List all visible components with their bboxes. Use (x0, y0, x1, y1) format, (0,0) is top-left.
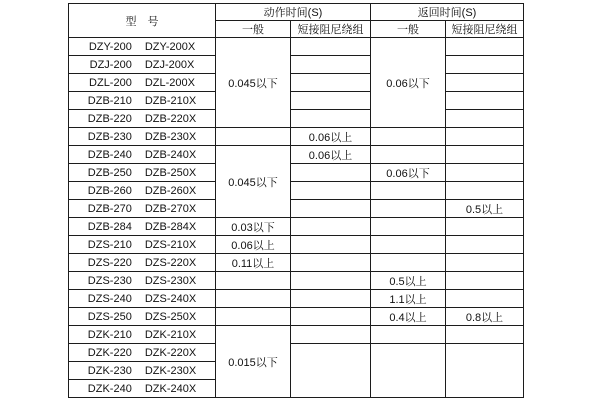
table-row (69, 290, 524, 308)
model-cell (69, 164, 216, 182)
model-cell (69, 344, 216, 362)
empty-cell (446, 146, 524, 164)
model-name-x: DZS-230X (144, 274, 197, 287)
value-cell: 0.06以上 (291, 128, 371, 146)
model-cell (69, 326, 216, 344)
model-cell (69, 218, 216, 236)
model-name-x: DZK-220X (144, 346, 197, 359)
empty-cell (291, 218, 371, 236)
value-cell: 0.4以上 (371, 308, 446, 326)
value-cell: 0.11以上 (216, 254, 291, 272)
empty-cell (446, 38, 524, 56)
table-row (69, 236, 524, 254)
model-name: DZS-250 (87, 310, 132, 323)
model-cell (69, 290, 216, 308)
model-name: DZB-250 (87, 166, 132, 179)
empty-cell (446, 254, 524, 272)
empty-cell (291, 254, 371, 272)
value-cell: 0.5以上 (371, 272, 446, 290)
empty-cell (291, 326, 371, 344)
model-cell (69, 182, 216, 200)
value-cell: 0.045以下 (216, 146, 291, 218)
table-row (69, 146, 524, 164)
empty-cell (291, 182, 371, 200)
empty-cell (371, 254, 446, 272)
model-cell (69, 74, 216, 92)
empty-cell (371, 128, 446, 146)
model-name: DZK-220 (87, 346, 132, 359)
model-cell (69, 272, 216, 290)
empty-cell (446, 74, 524, 92)
model-name-x: DZY-200X (144, 40, 196, 53)
model-name: DZS-220 (87, 256, 132, 269)
value-cell: 0.015以下 (216, 326, 291, 398)
model-name: DZS-210 (87, 238, 132, 251)
table-row (69, 200, 524, 218)
empty-cell (446, 182, 524, 200)
header-return-damping: 短接阻尼绕组 (446, 21, 524, 38)
value-cell: 0.8以上 (446, 308, 524, 326)
empty-cell (291, 92, 371, 110)
empty-cell (446, 110, 524, 128)
empty-cell (371, 146, 446, 164)
empty-cell (291, 110, 371, 128)
model-name: DZK-230 (87, 364, 132, 377)
model-name: DZK-240 (87, 382, 132, 395)
model-name-x: DZB-230X (144, 130, 197, 143)
model-name-x: DZL-200X (144, 76, 195, 89)
empty-cell (216, 128, 291, 146)
model-name: DZB-270 (87, 202, 132, 215)
table-row (69, 38, 524, 56)
model-name: DZB-210 (87, 94, 132, 107)
empty-cell (446, 164, 524, 182)
empty-cell (291, 272, 371, 290)
model-name: DZS-240 (87, 292, 132, 305)
empty-cell (371, 236, 446, 254)
model-name: DZY-200 (88, 40, 132, 53)
model-cell (69, 128, 216, 146)
model-name: DZS-230 (87, 274, 132, 287)
model-name-x: DZS-210X (144, 238, 197, 251)
header-action-time: 动作时间(S) (216, 4, 371, 21)
model-name-x: DZB-240X (144, 148, 197, 161)
empty-cell (291, 236, 371, 254)
model-name-x: DZB-260X (144, 184, 197, 197)
value-cell: 0.045以下 (216, 38, 291, 128)
model-cell (69, 146, 216, 164)
value-cell: 0.5以上 (446, 200, 524, 218)
empty-cell (291, 164, 371, 182)
empty-cell (446, 344, 524, 398)
value-cell: 0.06以下 (371, 38, 446, 128)
model-name: DZL-200 (89, 76, 132, 89)
model-name: DZB-240 (87, 148, 132, 161)
model-name-x: DZB-220X (144, 112, 197, 125)
empty-cell (291, 344, 371, 398)
model-cell (69, 38, 216, 56)
empty-cell (446, 128, 524, 146)
model-cell (69, 236, 216, 254)
model-name: DZJ-200 (89, 58, 132, 71)
model-name-x: DZB-284X (144, 220, 197, 233)
empty-cell (216, 308, 291, 326)
header-action-general: 一般 (216, 21, 291, 38)
table-row (69, 326, 524, 344)
empty-cell (291, 74, 371, 92)
model-cell (69, 200, 216, 218)
empty-cell (216, 272, 291, 290)
empty-cell (446, 326, 524, 344)
empty-cell (446, 236, 524, 254)
header-model: 型 号 (69, 4, 216, 38)
spec-table (68, 3, 524, 398)
model-cell (69, 92, 216, 110)
table-row (69, 344, 524, 362)
empty-cell (446, 92, 524, 110)
model-name-x: DZS-220X (144, 256, 197, 269)
table-row (69, 92, 524, 110)
empty-cell (446, 218, 524, 236)
empty-cell (371, 200, 446, 218)
empty-cell (291, 290, 371, 308)
model-cell (69, 362, 216, 380)
table-row (69, 254, 524, 272)
header-return-general: 一般 (371, 21, 446, 38)
empty-cell (446, 56, 524, 74)
empty-cell (371, 344, 446, 398)
empty-cell (446, 290, 524, 308)
value-cell: 0.06以上 (291, 146, 371, 164)
model-name-x: DZJ-200X (144, 58, 195, 71)
model-cell (69, 308, 216, 326)
value-cell: 0.06以上 (216, 236, 291, 254)
empty-cell (371, 326, 446, 344)
model-cell (69, 380, 216, 398)
table-row (69, 218, 524, 236)
table-row (69, 56, 524, 74)
table-row (69, 164, 524, 182)
value-cell: 0.06以下 (371, 164, 446, 182)
value-cell: 0.03以下 (216, 218, 291, 236)
model-name-x: DZK-230X (144, 364, 197, 377)
model-name-x: DZB-270X (144, 202, 197, 215)
empty-cell (291, 308, 371, 326)
table-row (69, 128, 524, 146)
empty-cell (371, 182, 446, 200)
model-cell (69, 110, 216, 128)
model-name-x: DZS-240X (144, 292, 197, 305)
model-name-x: DZS-250X (144, 310, 197, 323)
model-name: DZB-230 (87, 130, 132, 143)
model-name: DZK-210 (87, 328, 132, 341)
model-cell (69, 254, 216, 272)
table-row (69, 110, 524, 128)
table-row (69, 308, 524, 326)
empty-cell (216, 290, 291, 308)
model-name-x: DZB-210X (144, 94, 197, 107)
model-name: DZB-260 (87, 184, 132, 197)
header-action-damping: 短接阻尼绕组 (291, 21, 371, 38)
empty-cell (291, 200, 371, 218)
model-name-x: DZB-250X (144, 166, 197, 179)
model-name: DZB-220 (87, 112, 132, 125)
header-return-time: 返回时间(S) (371, 4, 524, 21)
empty-cell (371, 218, 446, 236)
model-name: DZB-284 (87, 220, 132, 233)
model-name-x: DZK-240X (144, 382, 197, 395)
table-row (69, 182, 524, 200)
table-row (69, 272, 524, 290)
table-row (69, 74, 524, 92)
model-cell (69, 56, 216, 74)
empty-cell (291, 56, 371, 74)
empty-cell (446, 272, 524, 290)
empty-cell (291, 38, 371, 56)
model-name-x: DZK-210X (144, 328, 197, 341)
header-row-groups (69, 4, 524, 21)
value-cell: 1.1以上 (371, 290, 446, 308)
